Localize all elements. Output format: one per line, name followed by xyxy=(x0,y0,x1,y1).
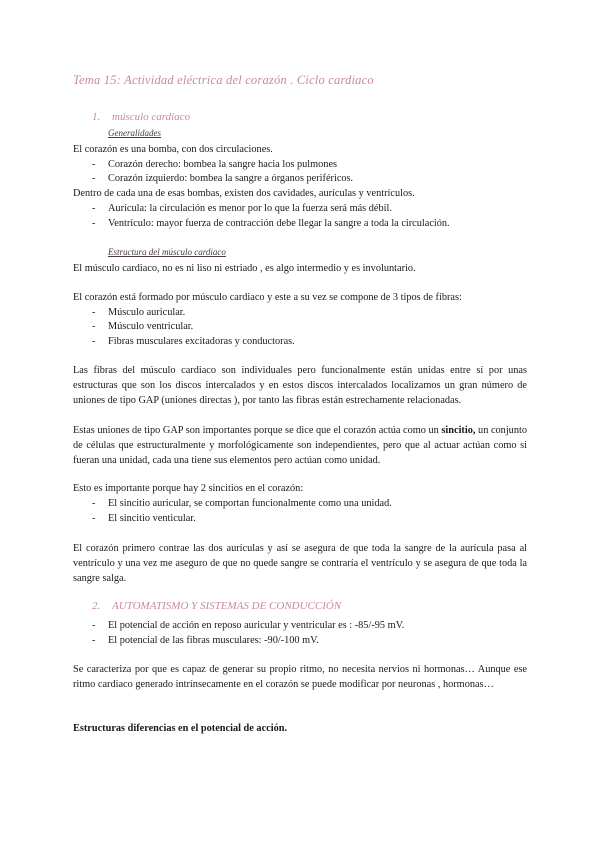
bold-term: sincitio, xyxy=(441,425,476,436)
paragraph: El músculo cardiaco, no es ni liso ni estriado , es algo intermedio y es involuntario. xyxy=(73,263,416,274)
list-item: - Ventrículo: mayor fuerza de contracción debe llegar la sangre a toda la circulación. xyxy=(92,218,450,229)
section-1-number: 1. xyxy=(92,111,101,123)
section-2-number: 2. xyxy=(92,600,101,612)
paragraph: Estas uniones de tipo GAP son importantes porque se dice que el corazón actúa como un sincitio, un conjunto de células que estructuralmente y morfológicamente son independientes, pero que al actuar actúan como si fueran una unidad, cada una tiene sus elementos pero actúan como unidad. xyxy=(73,425,527,467)
list-item: - Músculo ventricular. xyxy=(92,321,194,332)
subheading-estructura: Estructura del músculo cardiaco xyxy=(108,247,226,257)
paragraph: El corazón es una bomba, con dos circulaciones. xyxy=(73,144,273,155)
section-2-title: AUTOMATISMO Y SISTEMAS DE CONDUCCIÓN xyxy=(112,600,342,612)
paragraph: Esto es importante porque hay 2 sincitios en el corazón: xyxy=(73,483,304,494)
paragraph: Las fibras del músculo cardiaco son individuales pero funcionalmente están unidas entre sí por unas estructuras que son los discos intercalados y en estos discos intercalados localizamos un gran número de uniones de tipo GAP (uniones directas ), por tanto las fibras están estrechamente relacionadas. xyxy=(73,365,527,407)
paragraph: Se caracteriza por que es capaz de generar su propio ritmo, no necesita nervios ni hormonas… Aunque ese ritmo cardiaco generado intrínsecamente en el corazón se puede modificar por neuronas , hormonas… xyxy=(73,664,527,691)
paragraph: Dentro de cada una de esas bombas, existen dos cavidades, aurículas y ventrículos. xyxy=(73,188,415,199)
paragraph: El corazón está formado por músculo cardiaco y este a su vez se compone de 3 tipos de fibras: xyxy=(73,292,462,303)
paragraph xyxy=(73,722,287,736)
list-item: - Músculo auricular. xyxy=(92,307,186,318)
section-1-heading xyxy=(92,111,190,123)
section-2-heading xyxy=(92,600,341,612)
list-item: - El sincitio venticular. xyxy=(92,513,196,524)
section-1-title: músculo cardiaco xyxy=(112,111,191,123)
subheading-generalidades: Generalidades xyxy=(108,128,161,138)
list-item: - Corazón izquierdo: bombea la sangre a órganos periféricos. xyxy=(92,173,354,184)
page-title: Tema 15: Actividad eléctrica del corazón . Ciclo cardiaco xyxy=(73,73,374,87)
list-item: - Fibras musculares excitadoras y conductoras. xyxy=(92,336,295,347)
bold-heading: Estructuras diferencias en el potencial de acción. xyxy=(73,723,288,734)
paragraph: El corazón primero contrae las dos aurículas y así se asegura de que toda la sangre de la aurícula pasa al ventrículo y una vez me aseguro de que no quede sangre se contraría el ventrículo y se asegura de que toda la sangre salga. xyxy=(73,543,527,585)
list-item: - El potencial de acción en reposo auricular y ventricular es : -85/-95 mV. xyxy=(92,620,405,631)
list-item: - Corazón derecho: bombea la sangre hacia los pulmones xyxy=(92,159,338,170)
list-item: - El sincitio auricular, se comportan funcionalmente como una unidad. xyxy=(92,498,392,509)
list-item: - El potencial de las fibras musculares: -90/-100 mV. xyxy=(92,635,319,646)
list-item: - Aurícula: la circulación es menor por lo que la fuerza será más débil. xyxy=(92,203,392,214)
